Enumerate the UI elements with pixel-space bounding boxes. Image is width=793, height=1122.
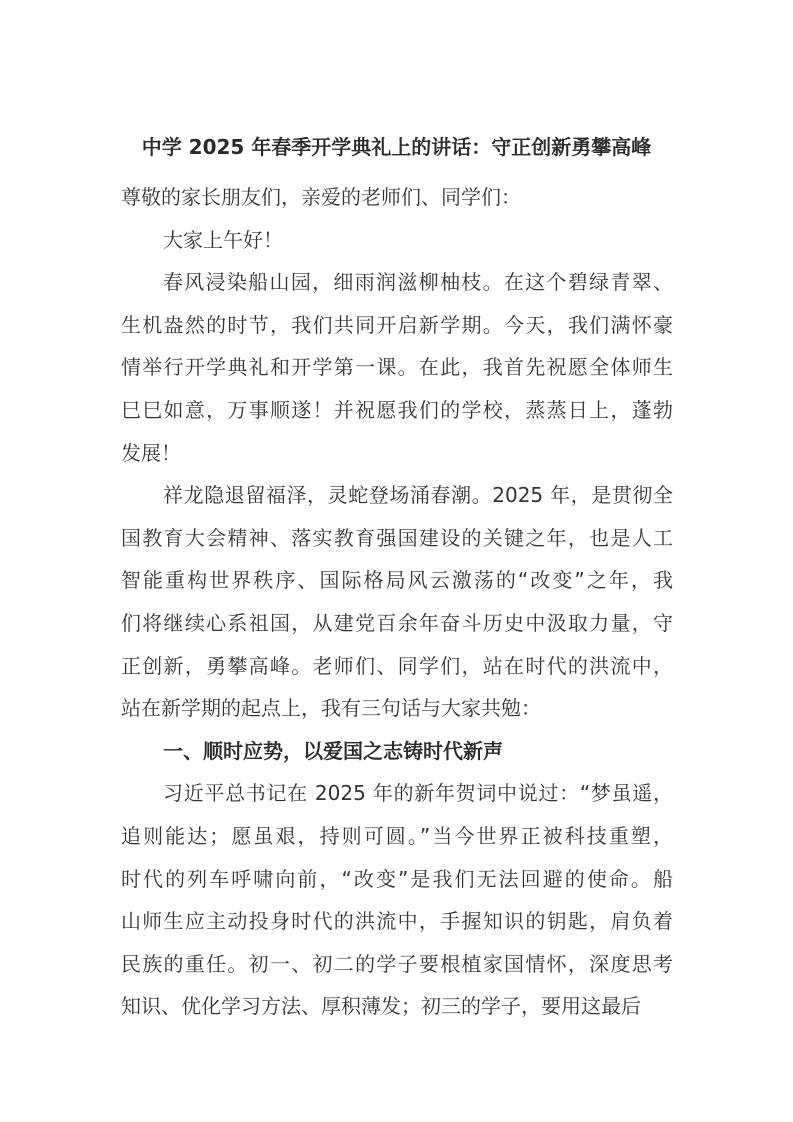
paragraph-line: 山师生应主动投身时代的洪流中，手握知识的钥匙，肩负着 [121, 909, 673, 934]
section-heading: 一、顺时应势，以爱国之志铸时代新声 [163, 738, 503, 763]
paragraph-line: 知识、优化学习方法、厚积薄发；初三的学子，要用这最后 [121, 994, 641, 1019]
paragraph-line: 情举行开学典礼和开学第一课。在此，我首先祝愿全体师生 [121, 355, 673, 380]
paragraph-line: 时代的列车呼啸向前，“改变”是我们无法回避的使命。船 [121, 866, 673, 891]
paragraph-line: 祥龙隐退留福泽，灵蛇登场涌春潮。2025 年，是贯彻全 [163, 483, 673, 508]
paragraph-line: 生机盎然的时节，我们共同开启新学期。今天，我们满怀豪 [121, 312, 673, 337]
paragraph-line: 们将继续心系祖国，从建党百余年奋斗历史中汲取力量，守 [121, 610, 673, 635]
paragraph-line: 大家上午好！ [163, 227, 283, 252]
paragraph-line: 追则能达；愿虽艰，持则可圆。”当今世界正被科技重塑， [121, 823, 673, 848]
document-body [121, 176, 673, 1028]
paragraph-line: 巳巳如意，万事顺遂！并祝愿我们的学校，蒸蒸日上，蓬勃 [121, 397, 673, 422]
paragraph-line: 智能重构世界秩序、国际格局风云激荡的“改变”之年，我 [121, 568, 673, 593]
paragraph-line: 春风浸染船山园，细雨润滋柳柚枝。在这个碧绿青翠、 [163, 270, 673, 295]
paragraph-line: 正创新，勇攀高峰。老师们、同学们，站在时代的洪流中， [121, 653, 673, 678]
paragraph-line: 国教育大会精神、落实教育强国建设的关键之年，也是人工 [121, 525, 673, 550]
paragraph-line: 站在新学期的起点上，我有三句话与大家共勉： [121, 696, 541, 721]
paragraph-line: 习近平总书记在 2025 年的新年贺词中说过：“梦虽遥， [163, 781, 673, 806]
salutation-line: 尊敬的家长朋友们，亲爱的老师们、同学们： [121, 185, 521, 209]
paragraph-line: 发展！ [121, 440, 181, 465]
paragraph-line: 民族的重任。初一、初二的学子要根植家国情怀，深度思考 [121, 951, 673, 976]
document-title: 中学 2025 年春季开学典礼上的讲话：守正创新勇攀高峰 [141, 135, 652, 159]
